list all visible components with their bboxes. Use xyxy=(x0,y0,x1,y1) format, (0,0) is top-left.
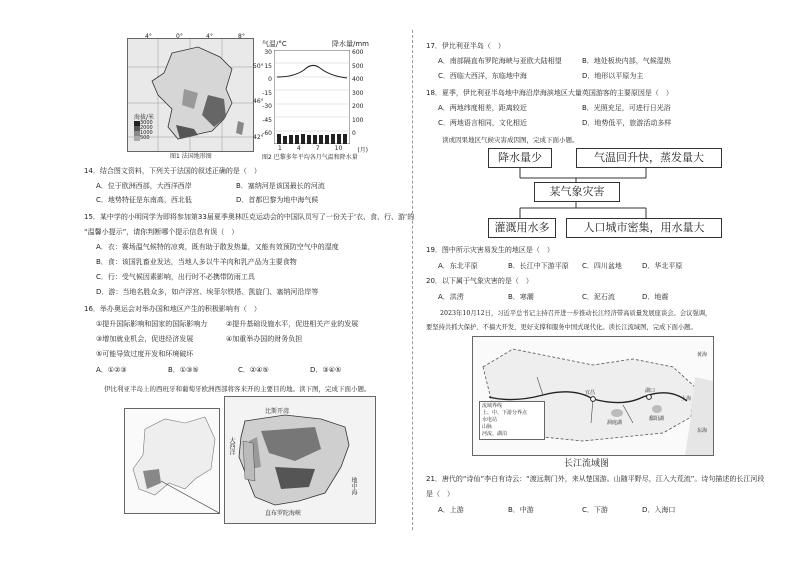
q21-option-b[interactable]: B．中游 xyxy=(508,506,534,514)
fig2-left-tick: -15 xyxy=(262,89,272,97)
q18-option-d[interactable]: D．地势低平，旅游活动多样 xyxy=(582,119,672,127)
fig2-chart-svg xyxy=(274,50,350,144)
q21-stem: 21．唐代的“诗仙”李白有诗云：“渡远荆门外，来从楚国游。山随平野尽，江入大荒流”。诗句描述的长江河段 xyxy=(426,475,765,483)
q20-option-a[interactable]: A．洪涝 xyxy=(438,293,464,301)
fig1-lat-label: 46° xyxy=(253,98,264,105)
q16-item-1: ①提升国际影响和国家的国际影响力 xyxy=(96,320,208,328)
q17-option-b[interactable]: B．地处板块内部，气候湿热 xyxy=(582,57,671,65)
q15-stem: 15．某中学的小明同学为即将参加第33届夏季奥林匹克运动会的中国队员写了一份关于‘衣、食、行、游’的 xyxy=(84,213,415,221)
legend-basin-boundary: 流域界线 xyxy=(482,403,503,409)
q16-option-c[interactable]: C．②④⑤ xyxy=(238,366,269,374)
flow-box-irrigation: 灌溉用水多 xyxy=(488,218,556,238)
fig1-lon-label: 0° xyxy=(176,33,183,40)
iberia-label-strait: 直布罗陀海峡 xyxy=(265,510,302,517)
fig2-x-tick: 10 xyxy=(334,145,343,152)
iberia-map-drawing xyxy=(225,397,375,523)
fig1-legend-item: 500 xyxy=(140,135,150,141)
column-divider xyxy=(412,30,413,530)
q15-option-b[interactable]: B．食：该国乳畜业发达，当地人多以牛羊肉和乳产品为主要食物 xyxy=(96,258,297,266)
q18-option-a[interactable]: A．两地纬度相差，距离较近 xyxy=(438,104,527,112)
q21-stem-2: 是（ ） xyxy=(426,490,454,498)
flow-intro: 读或因果地区气候灾害成因图，完成下面小题。 xyxy=(442,136,579,144)
q19-option-d[interactable]: D．华北平原 xyxy=(642,262,683,270)
fig2-x-tick: 1 xyxy=(278,145,282,152)
q14-option-a[interactable]: A．位于欧洲西部，大西洋西岸 xyxy=(96,182,192,190)
flow-box-disaster: 某气象灾害 xyxy=(534,182,620,202)
map-label-poyang: 鄱阳湖 xyxy=(649,416,665,422)
fig2-x-tick: (月) xyxy=(357,147,368,154)
q16-item-4: ④加重举办国的财务负担 xyxy=(226,335,303,343)
fig2-right-title: 降水量/mm xyxy=(332,40,369,48)
fig1-lat-label: 50° xyxy=(253,63,264,70)
q15-stem-2: “温馨小提示”，请你判断哪个提示信息有误（ ） xyxy=(84,228,239,236)
fig2-left-tick: 15 xyxy=(264,62,272,70)
iberia-label-atlantic: 大西洋 xyxy=(228,437,235,455)
iberia-intro: 伊比利亚半岛上的西班牙和葡萄牙欧洲西部将客来开的主要目的地。读下图，完成下面小题。 xyxy=(104,385,371,393)
fig2-right-tick: 500 xyxy=(352,62,364,70)
q17-stem: 17．伊比利亚半岛（ ） xyxy=(426,42,505,50)
legend-reach-points: 上、中、下游分界点 xyxy=(482,410,528,416)
q20-stem: 20．以下属于气象灾害的是（ ） xyxy=(426,277,533,285)
fig2-right-tick: 200 xyxy=(352,103,364,110)
legend-rivers-lakes: 河流、湖泊 xyxy=(482,431,508,437)
q17-option-c[interactable]: C．西临大西洋，东临地中海 xyxy=(438,72,527,80)
fig2-right-tick: 300 xyxy=(352,89,364,97)
fig1-caption: 图1 法国地形图 xyxy=(170,153,212,160)
q16-item-5: ⑤可能导致过度开发和环境破坏 xyxy=(96,350,194,358)
yangtze-map-title: 长江流域图 xyxy=(564,459,610,469)
map-label-yichang: 宜昌 xyxy=(585,390,596,396)
fig2-right-tick: 600 xyxy=(352,49,364,56)
q16-option-a[interactable]: A．①②③ xyxy=(96,366,127,374)
q21-option-d[interactable]: D．入海口 xyxy=(642,506,676,514)
fig1-lon-label: 4° xyxy=(145,33,152,40)
fig2-left-tick: 30 xyxy=(264,49,272,56)
legend-mountains: 山脉 xyxy=(482,424,493,430)
yangtze-intro-1: 2023年10月12日，习近平总书记主持召开进一步推动长江经济带高质量发展座谈会。会议强调， xyxy=(440,310,712,317)
q20-option-b[interactable]: B．寒潮 xyxy=(508,293,534,301)
yangtze-legend xyxy=(479,401,545,440)
q19-option-a[interactable]: A．东北平原 xyxy=(438,262,478,270)
fig2-left-tick: -45 xyxy=(262,116,272,124)
fig2-x-tick: 7 xyxy=(315,145,320,152)
iberia-label-med: 地中海 xyxy=(350,477,357,495)
map-label-yellow-sea: 黄海 xyxy=(697,352,708,358)
q18-stem: 18．夏季，伊比利亚半岛地中海沿岸海滨地区大量英国游客的主要原因是（ ） xyxy=(426,89,673,97)
fig2-right-axis xyxy=(352,46,372,141)
q18-option-b[interactable]: B．光照充足，可进行日光浴 xyxy=(582,104,671,112)
fig2-left-axis xyxy=(258,46,272,141)
flow-box-population: 人口城市密集，用水量大 xyxy=(566,218,722,238)
iberia-label-bay: 比斯开湾 xyxy=(265,408,290,415)
q21-option-c[interactable]: C．下游 xyxy=(582,506,608,514)
q16-item-3: ③增加就业机会，促进经济发展 xyxy=(96,335,194,343)
q21-option-a[interactable]: A．上游 xyxy=(438,506,464,514)
fig1-legend-item: 3000 xyxy=(140,120,153,126)
q16-stem: 16．举办奥运会对举办国和地区产生的积极影响有（ ） xyxy=(84,305,261,313)
fig2-left-tick: 0 xyxy=(268,76,272,83)
fig1-lon-label: 4° xyxy=(206,33,213,40)
iberia-map xyxy=(224,396,376,524)
europe-inset-map xyxy=(124,408,220,514)
q20-option-c[interactable]: C．泥石流 xyxy=(582,293,615,301)
fig2-x-tick: 4 xyxy=(296,145,301,152)
fig2-caption: 图2 巴黎多年平均各月气温和降水量 xyxy=(262,154,358,161)
fig1-lat-label: 42° xyxy=(253,134,264,141)
q14-option-d[interactable]: D．首都巴黎为地中海气候 xyxy=(236,196,319,204)
map-label-hukou: 湖口 xyxy=(645,388,656,394)
q15-option-c[interactable]: C．行：受气候因素影响，出行时不必携带防雨工具 xyxy=(96,273,255,281)
flow-box-temp-evap: 气温回升快，蒸发量大 xyxy=(576,148,722,168)
q14-option-c[interactable]: C．地势特征是东南高，西北低 xyxy=(96,196,192,204)
fig1-legend-item: 2000 xyxy=(140,125,153,131)
q16-option-d[interactable]: D．③④⑤ xyxy=(310,366,342,374)
q14-stem: 14．结合图文资料，下列关于法国的叙述正确的是（ ） xyxy=(84,167,261,175)
fig1-lon-label: 8° xyxy=(238,33,245,40)
fig1-legend-item: 1000 xyxy=(140,130,153,136)
france-map xyxy=(127,38,254,152)
fig2-left-tick: -60 xyxy=(262,130,272,137)
q14-option-b[interactable]: B．塞纳河是该国最长的河流 xyxy=(236,182,325,190)
flow-box-low-precip: 降水量少 xyxy=(488,148,552,168)
fig2-right-tick: 400 xyxy=(352,76,364,83)
q19-option-b[interactable]: B．长江中下游平原 xyxy=(508,262,569,270)
fig1-legend-title: 海拔/米 xyxy=(134,114,155,121)
q20-option-d[interactable]: D．地震 xyxy=(642,293,669,301)
fig2-right-tick: 0 xyxy=(352,130,356,137)
q16-option-b[interactable]: B．①③⑤ xyxy=(168,366,199,374)
map-label-shanghai: 上海 xyxy=(681,396,692,402)
q17-option-d[interactable]: D．地形以平原为主 xyxy=(582,72,644,80)
fig2-right-tick: 100 xyxy=(352,116,364,124)
q19-option-c[interactable]: C．四川盆地 xyxy=(582,262,622,270)
fig2-left-tick: -30 xyxy=(262,103,272,110)
flow-diagram xyxy=(488,146,720,238)
map-label-east-sea: 东海 xyxy=(697,428,708,434)
legend-hydropower: 水电站 xyxy=(482,417,498,423)
yangtze-intro-2: 要坚持共抓大保护、不搞大开发，更好支撑和服务中国式现代化。读长江流域图，完成下面小题。 xyxy=(426,324,697,331)
q19-stem: 19．图中所示灾害易发生的地区是（ ） xyxy=(426,246,554,254)
europe-inset-drawing xyxy=(125,409,219,513)
q15-option-d[interactable]: D．游：当地名胜众多，如卢浮宫、埃菲尔铁塔、凯旋门、塞纳河沿岸等 xyxy=(96,288,319,296)
fig2-left-title: 气温/°C xyxy=(262,40,287,48)
q17-option-a[interactable]: A．南部隔直布罗陀海峡与亚欧大陆相望 xyxy=(438,57,562,65)
q15-option-a[interactable]: A．衣：赛场温气候特的凉爽，既有助于散发热量，又能有效预防空气中的湿度 xyxy=(96,243,339,251)
fig2-chart xyxy=(274,50,350,144)
q18-option-c[interactable]: C．两地语言相同，文化相近 xyxy=(438,119,527,127)
yangtze-basin-map xyxy=(472,336,714,456)
fig1-legend xyxy=(134,121,156,141)
q16-item-2: ②提升基础设施水平，促进相关产业的发展 xyxy=(226,320,359,328)
map-label-dongting: 洞庭湖 xyxy=(607,420,623,426)
